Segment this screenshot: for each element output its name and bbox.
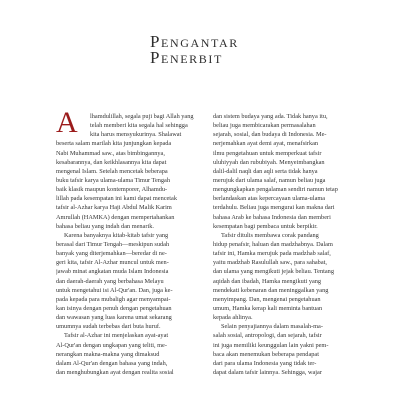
text-line: geri kita, tafsir Al-Azhar muncul untuk men- (56, 259, 169, 267)
text-line: dan menghubungkan ayat dengan realita sosial (56, 368, 174, 376)
title-line-1: Pengantar (150, 32, 239, 51)
text-line: Karena banyaknya kitab-kitab tafsir yang (64, 231, 169, 239)
text-line: Amrullah (HAMKA) dengan mempertahankan (56, 213, 175, 221)
text-line: dalil-dalil naqli dan aqli serta tidak hanya (213, 167, 318, 175)
text-line: dapat dalam tafsir lainnya. Sehingga, wajar (213, 368, 322, 376)
text-line: Tafsir ditulis membawa corak pandang (221, 231, 319, 239)
text-line: Selain penyajiannya dalam masalah-ma- (221, 323, 323, 331)
text-line: umum, Hamka kerap kali meminta bantuan (213, 304, 323, 312)
text-line: kesabarannya, dan keikhlasannya kita dapat (56, 158, 167, 166)
text-line: buku tafsir karya ulama-ulama Timur Tengah (56, 176, 170, 184)
text-line: beliau juga membicarakan permasalahan (213, 122, 316, 130)
text-line: kepada ahlinya. (213, 314, 253, 322)
text-line: berasal dari Timur Tengah—meskipun sudah (56, 240, 170, 248)
text-line: salah sosial, antropologi, dan sejarah, tafsir (213, 332, 322, 340)
text-line: dalam Al-Qur'an dengan bahasa yang indah, (56, 359, 168, 367)
text-line: pada kepada para mubaligh agar menyampai- (56, 295, 171, 303)
text-line: tafsir al-Azhar karya Haji Abdul Malik Karim (56, 204, 172, 212)
text-line: bahasa Arab ke bahasa Indonesia dan memberi (213, 213, 331, 221)
text-line: kita harus mensyukurinya. Shalawat (90, 131, 182, 139)
text-line: berlandaskan atas kepercayaan ulama-ulama (213, 195, 326, 203)
text-line: mengungkapkan pengalaman sendiri namun tetap (213, 186, 338, 194)
text-line: bahasa beliau yang indah dan menarik. (56, 222, 154, 230)
text-line: umumnya sudah terbebas dari buta huruf. (56, 323, 161, 331)
text-line: menyimpang. Dan, mengenai pengetahuan (213, 295, 321, 303)
text-line: ini juga memiliki keunggulan lain yakni pem- (213, 341, 329, 349)
text-line: untuk mengetahui isi Al-Qur'an. Dan, juga ke- (56, 286, 173, 294)
text-line: baca akan menemukan beberapa pendapat (213, 350, 319, 358)
right-column (213, 112, 361, 377)
text-line: dan sistem budaya yang ada. Tidak hanya itu, (213, 113, 328, 120)
text-line: nerjemahkan ayat demi ayat, menafsirkan (213, 140, 319, 148)
title-line-2: Penerbit (150, 48, 223, 67)
drop-cap: A (56, 106, 78, 139)
text-line: kan isinya dengan penuh dengan pengetahuan (56, 304, 172, 312)
text-line: ilmu pengetahuan untuk memperkuat tafsir (213, 149, 322, 157)
text-line: banyak yang diterjemahkan—beredar di ne- (56, 250, 167, 258)
text-line: dari para ulama Indonesia yang tidak ter- (213, 359, 317, 367)
text-line: nerangkan makna-makna yang dimaksud (56, 350, 160, 358)
text-line: telah memberi kita segala hal sehingga (90, 122, 188, 130)
text-line: lhamdulillah, segala puji bagi Allah yang (90, 113, 194, 120)
text-line: aqidah dan ibadah, Hamka mengikuti yang (213, 277, 322, 285)
text-line: lillah pada kesempatan ini kami dapat mencetak (56, 195, 177, 203)
text-line: Tafsir al-Azhar ini menjelaskan ayat-ayat (64, 332, 169, 340)
text-line: dan ulama yang mengikuti jejak beliau. Tentang (213, 268, 334, 276)
text-line: terdahulu. Beliau juga mengurai kan makna dari (213, 204, 335, 212)
page-title (150, 34, 360, 66)
text-line: Nabi Muhammad saw., atas bimbingannya, (56, 149, 165, 157)
text-line: beserta salam marilah kita junjungkan kepada (56, 140, 172, 148)
text-line: kesempatan bagi pembaca untuk berpikir. (213, 222, 318, 230)
text-line: hidup penafsir, haluan dan madzhabnya. Dalam (213, 240, 333, 248)
text-line: jawab minat angkatan muda Islam Indonesia (56, 268, 169, 276)
text-line: uluhiyyah dan rububiyah. Menyeimbangkan (213, 158, 325, 166)
text-line: mendekati kebenaran dan meninggalkan yang (213, 286, 329, 294)
text-line: dan wawasan yang luas karena umat sekarang (56, 314, 172, 322)
text-line: dan daerah-daerah yang berbahasa Melayu (56, 277, 164, 285)
text-line: yaitu madzhab Rasulullah saw., para sahabat, (213, 259, 327, 267)
text-line: baik klasik maupun kontemporer, Alhamdu- (56, 186, 168, 194)
left-column (56, 112, 204, 377)
text-line: sejarah, sosial, dan budaya di Indonesia. Me- (213, 131, 327, 139)
text-line: mengenal Islam. Setelah mencetak beberapa (56, 167, 168, 175)
text-line: tafsir ini, Hamka merujuk pada madzhab salaf, (213, 250, 331, 258)
text-line: merujuk dari ulama salaf, namun beliau juga (213, 176, 326, 184)
text-line: Al-Qur'an dengan ungkapan yang teliti, me- (56, 341, 167, 349)
